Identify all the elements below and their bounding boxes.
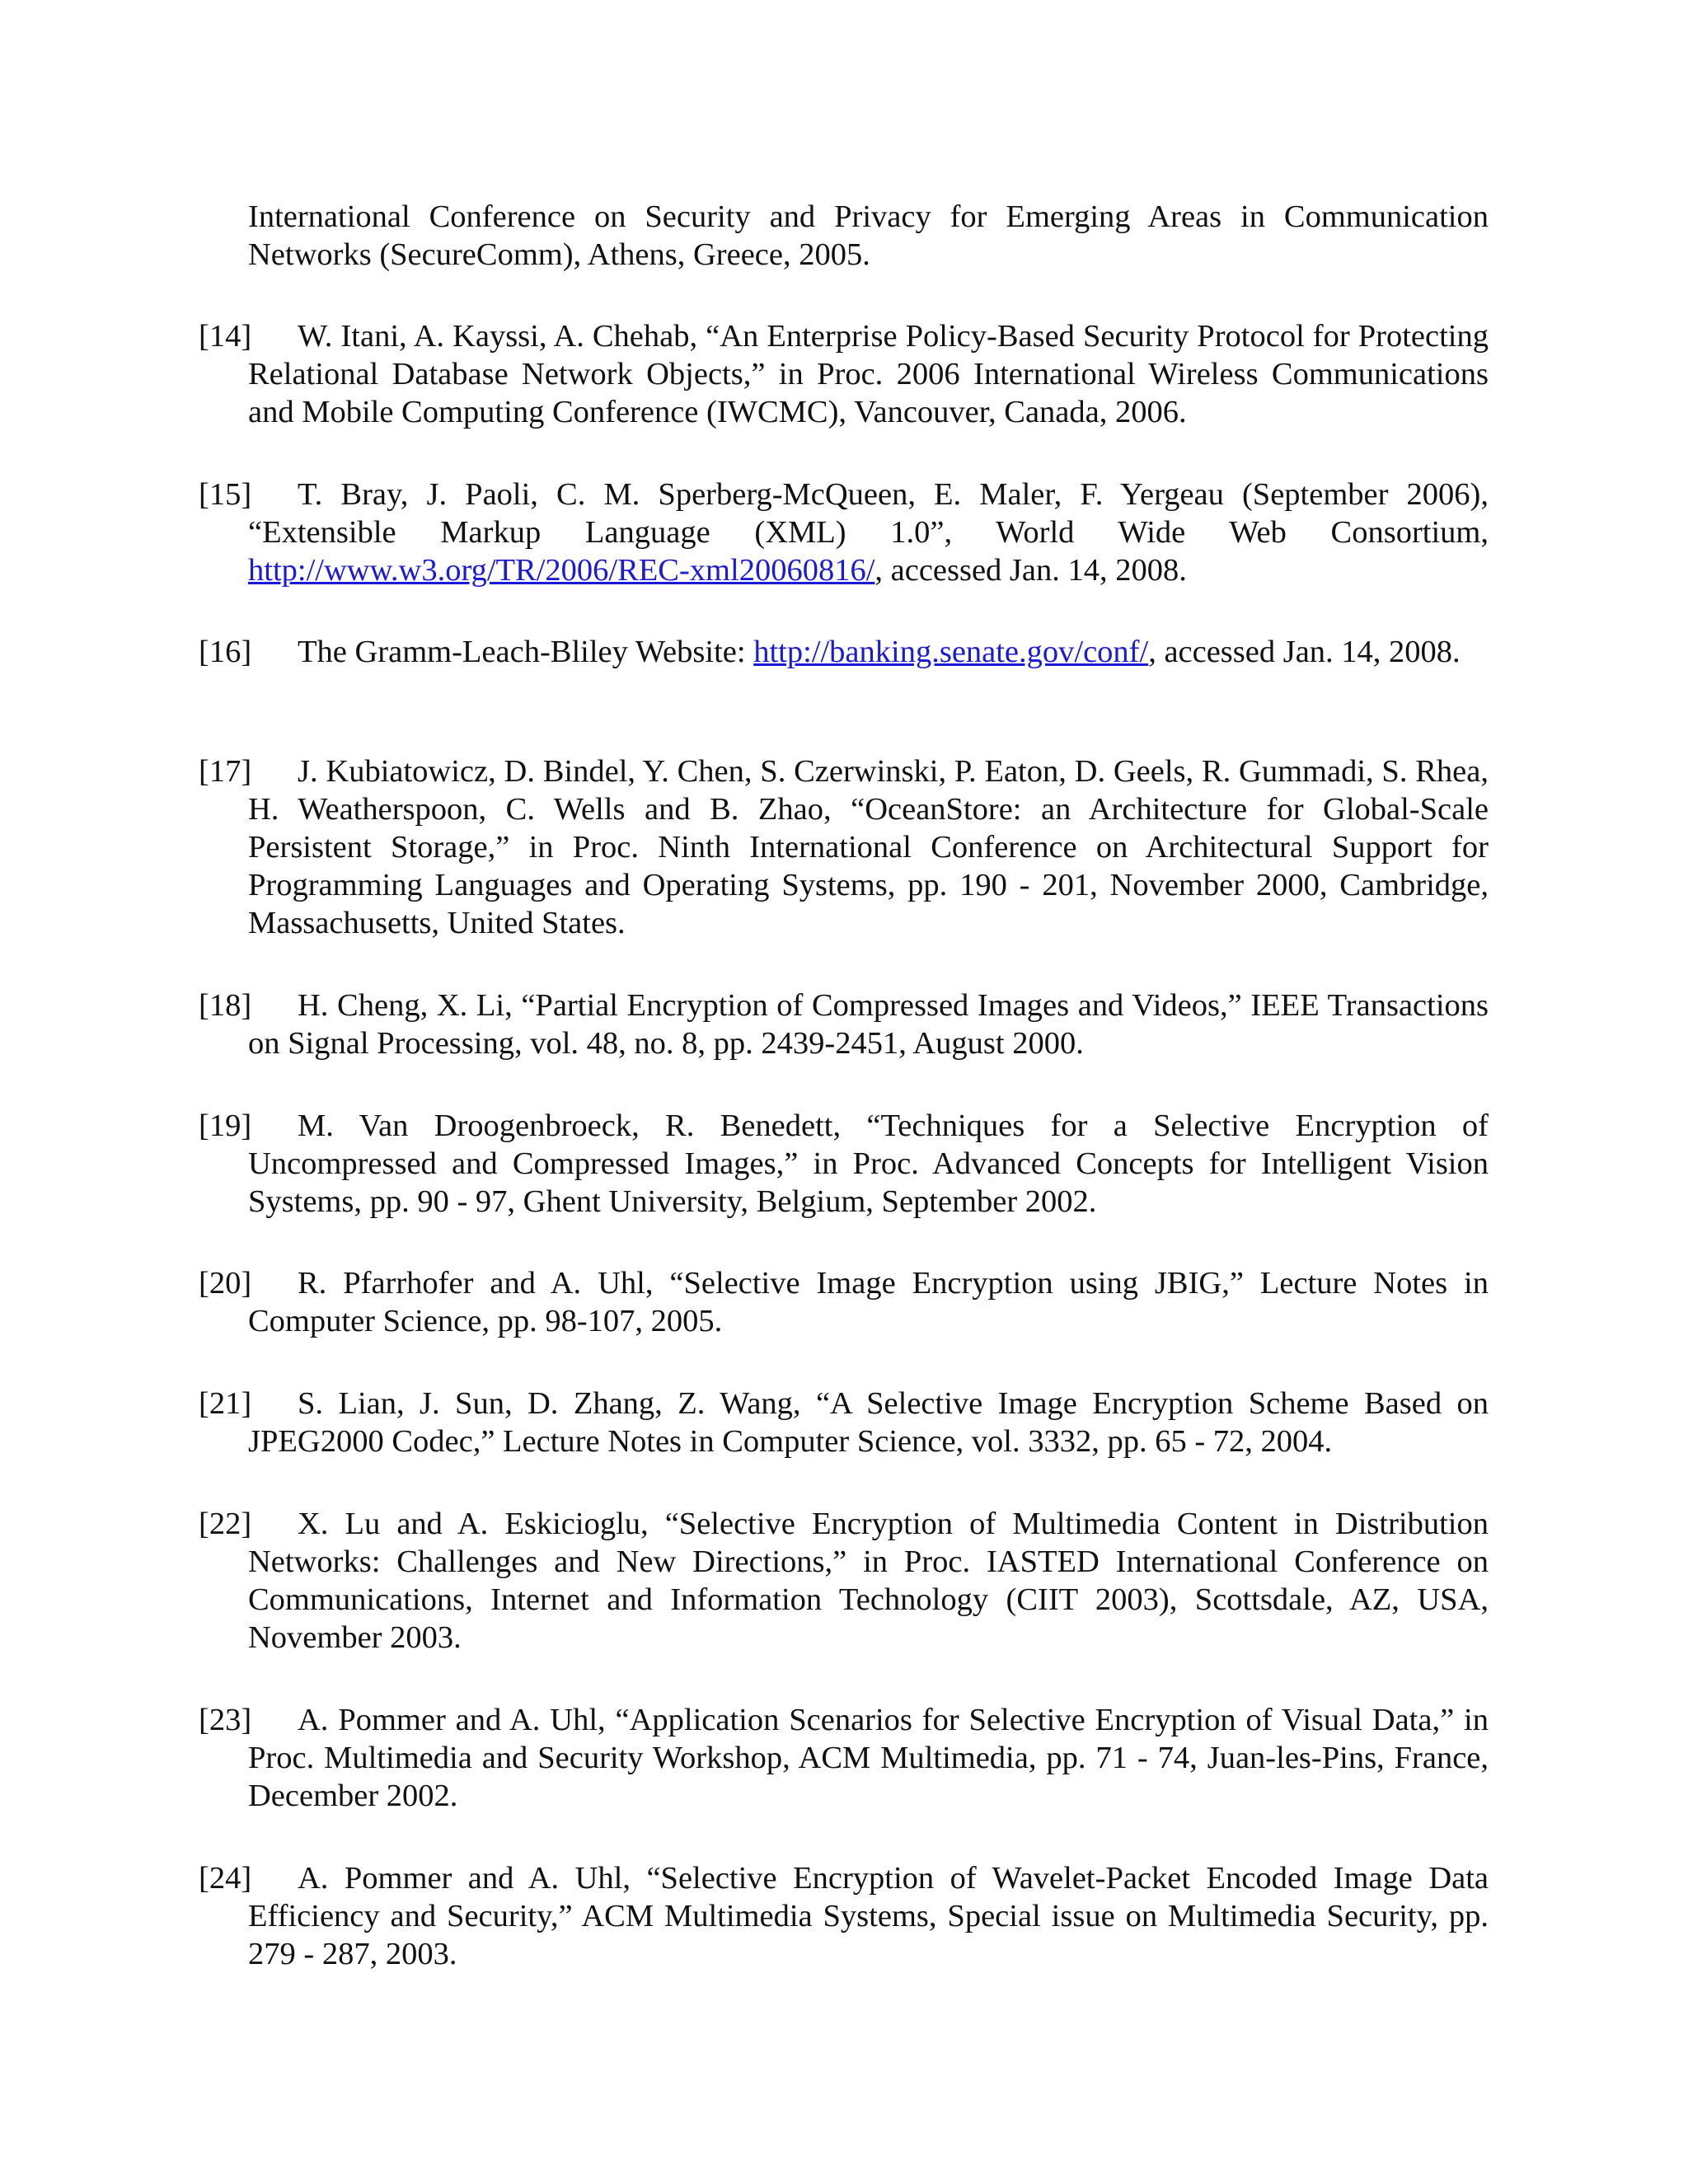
reference-number: [14] [199,319,252,354]
reference-24 [199,1859,1489,1973]
reference-text: International Conference on Security and Privacy for Emerging Areas in Communication Networks (SecureComm), Athens, Greece, 2005. [248,199,1489,272]
reference-number: [17] [199,754,252,789]
reference-text: X. Lu and A. Eskicioglu, “Selective Encryption of Multimedia Content in Distribution Networks: Challenges and New Directions,” in Proc. IASTED International Conference on Communications, Internet and Information Technology (CIIT 2003), Scottsdale, AZ, USA, November 2003. [248,1507,1489,1655]
reference-22 [199,1505,1489,1657]
reference-link[interactable]: http://banking.senate.gov/conf/ [753,635,1149,669]
reference-23 [199,1701,1489,1815]
reference-text-after: , accessed Jan. 14, 2008. [1148,635,1461,669]
reference-number: [23] [199,1703,252,1737]
reference-text: A. Pommer and A. Uhl, “Application Scenarios for Selective Encryption of Visual Data,” in Proc. Multimedia and Security Workshop, ACM Multimedia, pp. 71 - 74, Juan-les-Pins, France, December 2002. [248,1703,1489,1813]
reference-text: The Gramm-Leach-Bliley Website: [298,635,754,669]
reference-21 [199,1385,1489,1460]
reference-link[interactable]: http://www.w3.org/TR/2006/REC-xml20060816/ [248,553,875,588]
reference-20 [199,1264,1489,1340]
reference-18 [199,987,1489,1062]
reference-number: [16] [199,635,252,669]
reference-14 [199,317,1489,431]
reference-number: [21] [199,1386,252,1421]
reference-number: [19] [199,1108,252,1143]
reference-continued [199,198,1489,274]
reference-number: [18] [199,988,252,1023]
reference-number: [24] [199,1861,252,1896]
reference-number: [15] [199,477,252,512]
reference-16 [199,633,1489,671]
reference-text: W. Itani, A. Kayssi, A. Chehab, “An Enterprise Policy-Based Security Protocol for Protecting Relational Database Network Objects,” in Proc. 2006 International Wireless Communications and Mobile Computing Conference (IWCMC), Vancouver, Canada, 2006. [248,319,1489,429]
reference-17 [199,752,1489,942]
reference-text: A. Pommer and A. Uhl, “Selective Encryption of Wavelet-Packet Encoded Image Data Efficiency and Security,” ACM Multimedia Systems, Special issue on Multimedia Security, pp. 279 - 287, 2003. [248,1861,1489,1971]
reference-text: J. Kubiatowicz, D. Bindel, Y. Chen, S. Czerwinski, P. Eaton, D. Geels, R. Gummadi, S. Rhea, H. Weatherspoon, C. Wells and B. Zhao, “OceanStore: an Architecture for Global-Scale Persistent Storage,” in Proc. Ninth International Conference on Architectural Support for Programming Languages and Operating Systems, pp. 190 - 201, November 2000, Cambridge, Massachusetts, United States. [248,754,1489,940]
reference-number: [20] [199,1266,252,1301]
reference-number: [22] [199,1507,252,1541]
reference-text: M. Van Droogenbroeck, R. Benedett, “Techniques for a Selective Encryption of Uncompressed and Compressed Images,” in Proc. Advanced Concepts for Intelligent Vision Systems, pp. 90 - 97, Ghent University, Belgium, September 2002. [248,1108,1489,1219]
reference-text: S. Lian, J. Sun, D. Zhang, Z. Wang, “A Selective Image Encryption Scheme Based on JPEG2000 Codec,” Lecture Notes in Computer Science, vol. 3332, pp. 65 - 72, 2004. [248,1386,1489,1459]
reference-text: T. Bray, J. Paoli, C. M. Sperberg-McQueen, E. Maler, F. Yergeau (September 2006), “Extensible Markup Language (XML) 1.0”, World Wide Web Consortium, [248,477,1489,550]
reference-text-after: , accessed Jan. 14, 2008. [874,553,1187,588]
reference-text: R. Pfarrhofer and A. Uhl, “Selective Image Encryption using JBIG,” Lecture Notes in Computer Science, pp. 98-107, 2005. [248,1266,1489,1338]
reference-15 [199,476,1489,589]
reference-19 [199,1107,1489,1221]
reference-text: H. Cheng, X. Li, “Partial Encryption of Compressed Images and Videos,” IEEE Transactions on Signal Processing, vol. 48, no. 8, pp. 2439-2451, August 2000. [248,988,1489,1061]
